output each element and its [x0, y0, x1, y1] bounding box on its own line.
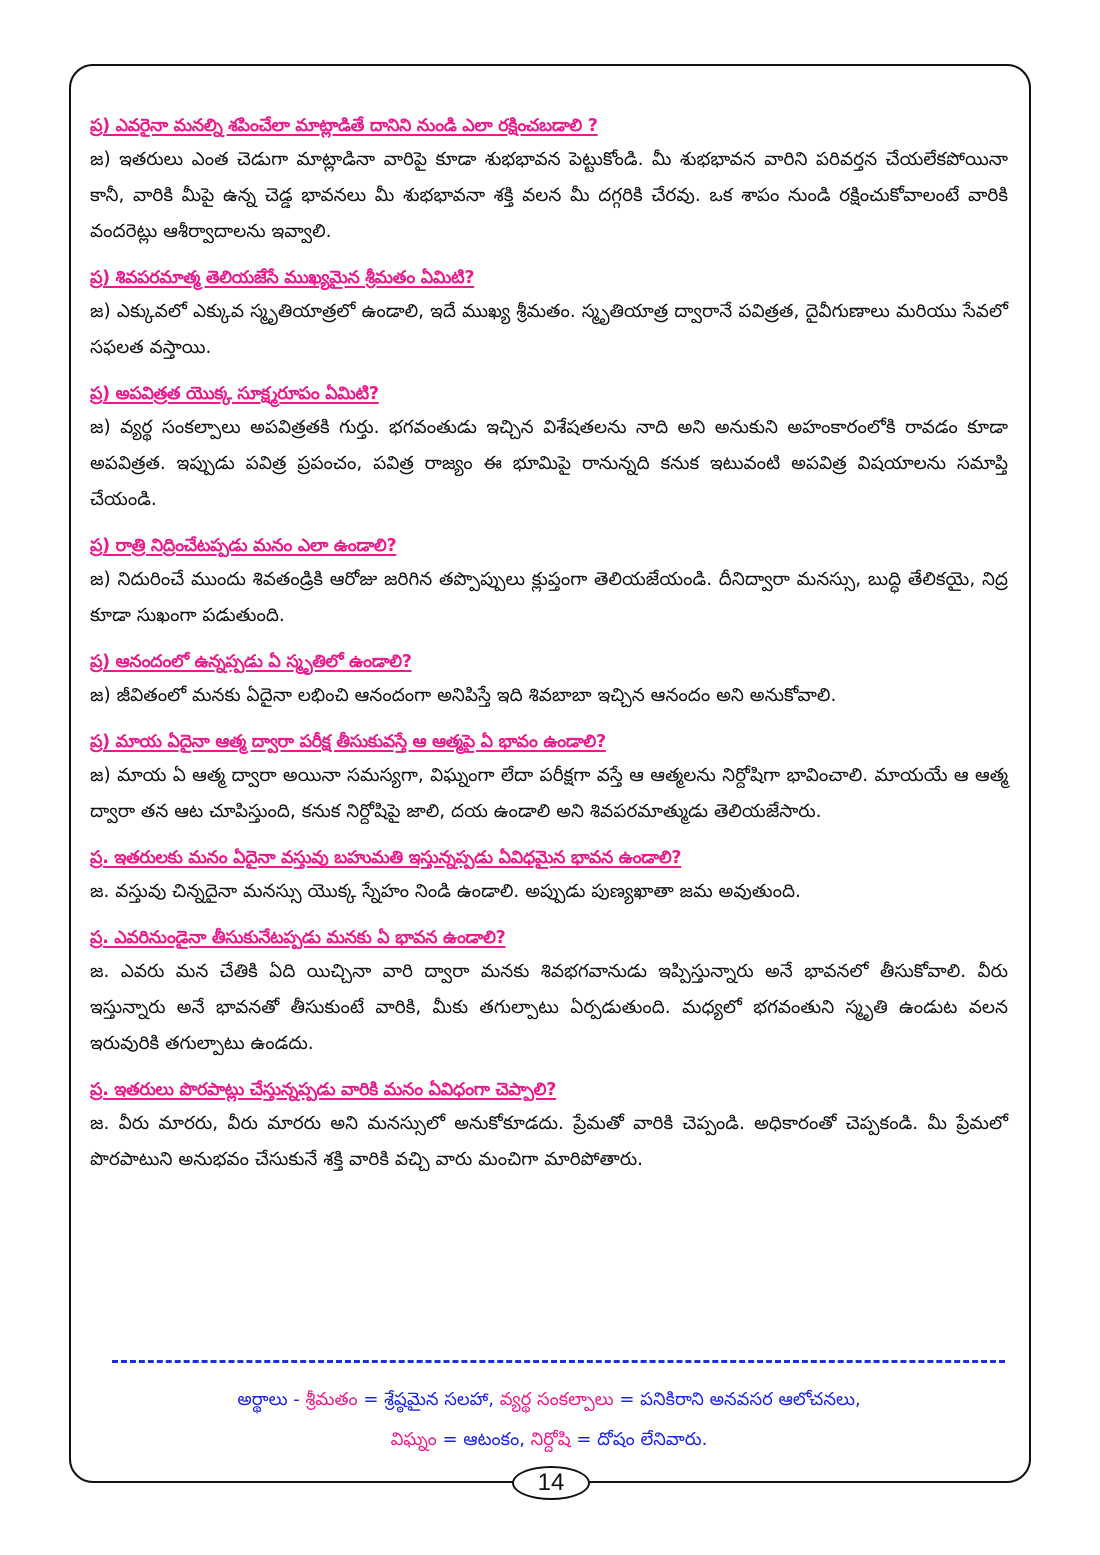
glossary-term: విఘ్నం: [390, 1429, 437, 1450]
qa-item: [90, 648, 1008, 714]
answer-text: జ. వస్తువు చిన్నదైనా మనస్సు యొక్క స్నేహం నిండి ఉండాలి. అప్పుడు పుణ్యఖాతా జమ అవుతుంది.: [90, 881, 801, 902]
question-heading: ప్ర) మాయ ఏదైనా ఆత్మ ద్వారా పరీక్ష తీసుకువస్తే ఆ ఆత్మపై ఏ భావం ఉండాలి?: [90, 732, 606, 752]
answer-text: జ) వ్యర్థ సంకల్పాలు అపవిత్రతకి గుర్తు. భగవంతుడు ఇచ్చిన విశేషతలను నాది అని అనుకుని అహంకారంలోకి రావడం కూడా అపవిత్రత. ఇప్పుడు పవిత్ర ప్రపంచం, పవిత్ర రాజ్యం ఈ భూమిపై రానున్నది కనుక ఇటువంటి అపవిత్ర విషయాలను సమాప్తి చేయండి.: [90, 417, 1008, 510]
glossary: [90, 1380, 1008, 1460]
qa-item: [90, 532, 1008, 634]
qa-item: [90, 264, 1008, 366]
question-heading: ప్ర) రాత్రి నిద్రించేటప్పడు మనం ఎలా ఉండాలి?: [90, 536, 397, 556]
page-number: 14: [537, 1469, 565, 1496]
question-heading: ప్ర) ఆనందంలో ఉన్నప్పడు ఏ స్మృతిలో ఉండాలి?: [90, 652, 412, 672]
qa-item: [90, 844, 1008, 910]
answer-text: జ) ఇతరులు ఎంత చెడుగా మాట్లాడినా వారిపై కూడా శుభభావన పెట్టుకోండి. మీ శుభభావన వారిని పరివర్తన చేయలేకపోయినా కానీ, వారికి మీపై ఉన్న చెడ్డ భావనలు మీ శుభభావనా శక్తి వలన మీ దగ్గరికి చేరవు. ఒక శాపం నుండి రక్షించుకోవాలంటే వారికి వందరెట్లు ఆశీర్వాదాలను ఇవ్వాలి.: [90, 149, 1008, 242]
answer-text: జ. వీరు మారరు, వీరు మారరు అని మనస్సులో అనుకోకూడదు. ప్రేమతో వారికి చెప్పండి. అధికారంతో చెప్పకండి. మీ ప్రేమలో పొరపాటుని అనుభవం చేసుకునే శక్తి వారికి వచ్చి వారు మంచిగా మారిపోతారు.: [90, 1113, 1008, 1170]
glossary-definition: = శ్రేష్ఠమైన సలహా,: [357, 1389, 500, 1410]
answer-text: జ) నిదురించే ముందు శివతండ్రికి ఆరోజు జరిగిన తప్పొప్పులు క్లుప్తంగా తెలియజేయండి. దీనిద్వారా మనస్సు, బుద్ధి తేలికయై, నిద్ర కూడా సుఖంగా పడుతుంది.: [90, 569, 1008, 626]
question-heading: ప్ర. ఇతరులకు మనం ఏదైనా వస్తువు బహుమతి ఇస్తున్నప్పడు ఏవిధమైన భావన ఉండాలి?: [90, 848, 682, 868]
qa-item: [90, 924, 1008, 1062]
qa-item: [90, 728, 1008, 830]
glossary-definition: = దోషం లేనివారు.: [570, 1429, 708, 1450]
glossary-definition: = ఆటంకం,: [436, 1429, 531, 1450]
glossary-term: శ్రీమతం: [305, 1389, 358, 1410]
dashed-divider: [112, 1360, 1005, 1363]
answer-text: జ) ఎక్కువలో ఎక్కువ స్మృతియాత్రలో ఉండాలి, ఇదే ముఖ్య శ్రీమతం. స్మృతియాత్ర ద్వారానే పవిత్రత, దైవీగుణాలు మరియు సేవలో సఫలత వస్తాయి.: [90, 301, 1008, 358]
qa-item: [90, 380, 1008, 518]
glossary-definition: = పనికిరాని అనవసర ఆలోచనలు,: [613, 1389, 861, 1410]
qa-item: [90, 1076, 1008, 1178]
question-heading: ప్ర) శివపరమాత్మ తెలియజేసే ముఖ్యమైన శ్రీమతం ఏమిటి?: [90, 268, 475, 288]
answer-text: జ) మాయ ఏ ఆత్మ ద్వారా అయినా సమస్యగా, విఘ్నంగా లేదా పరీక్షగా వస్తే ఆ ఆత్మలను నిర్దోషిగా భావించాలి. మాయయే ఆ ఆత్మ ద్వారా తన ఆట చూపిస్తుంది, కనుక నిర్దోషిపై జాలి, దయ ఉండాలి అని శివపరమాత్ముడు తెలియజేసారు.: [90, 765, 1008, 822]
question-heading: ప్ర) అపవిత్రత యొక్క సూక్ష్మరూపం ఏమిటి?: [90, 384, 379, 404]
glossary-term: వ్యర్థ సంకల్పాలు: [499, 1389, 614, 1410]
question-heading: ప్ర) ఎవరైనా మనల్ని శపించేలా మాట్లాడితే దానిని నుండి ఎలా రక్షించబడాలి ?: [90, 116, 598, 136]
qa-item: [90, 112, 1008, 250]
answer-text: జ. ఎవరు మన చేతికి ఏది యిచ్చినా వారి ద్వారా మనకు శివభగవానుడు ఇప్పిస్తున్నారు అనే భావనలో తీసుకోవాలి. వీరు ఇస్తున్నారు అనే భావనతో తీసుకుంటే వారికి, మీకు తగుల్పాటు ఏర్పడుతుంది. మధ్యలో భగవంతుని స్మృతి ఉండుట వలన ఇరువురికి తగుల్పాటు ఉండదు.: [90, 961, 1008, 1054]
question-heading: ప్ర. ఎవరినుండైనా తీసుకునేటప్పడు మనకు ఏ భావన ఉండాలి?: [90, 928, 506, 948]
qa-content: [90, 112, 1008, 1192]
glossary-heading: అర్థాలు -: [237, 1389, 306, 1410]
question-heading: ప్ర. ఇతరులు పొరపాట్లు చేస్తున్నప్పడు వారికి మనం ఏవిధంగా చెప్పాలి?: [90, 1080, 557, 1100]
glossary-line-1: [90, 1380, 1008, 1420]
glossary-line-2: [90, 1420, 1008, 1460]
glossary-term: నిర్దోషి: [530, 1429, 571, 1450]
answer-text: జ) జీవితంలో మనకు ఏదైనా లభించి ఆనందంగా అనిపిస్తే ఇది శివబాబా ఇచ్చిన ఆనందం అని అనుకోవాలి.: [90, 685, 837, 706]
page-number-badge: [512, 1466, 590, 1500]
